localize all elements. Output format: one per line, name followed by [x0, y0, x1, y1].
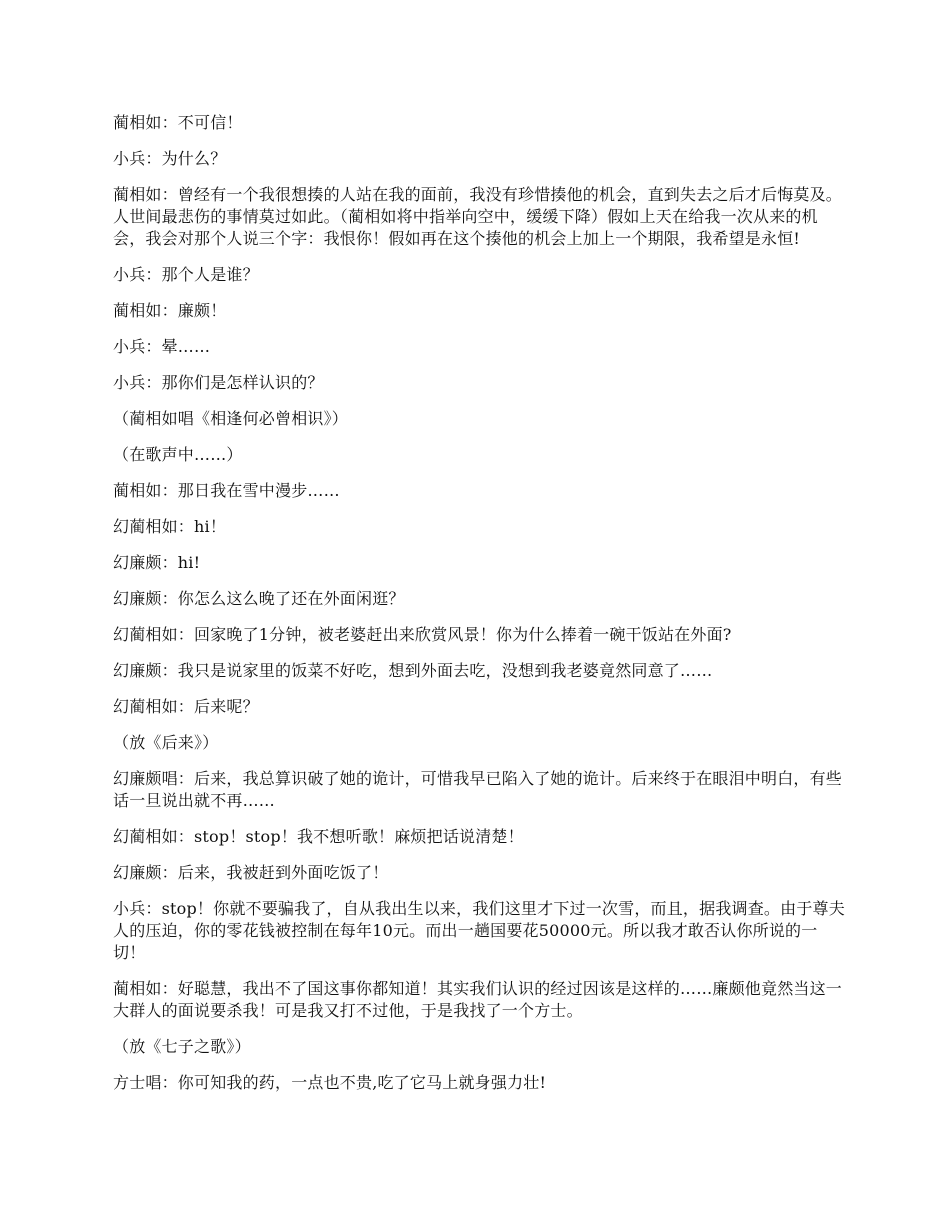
- document-body: [113, 112, 845, 1108]
- paragraph: （在歌声中……）: [113, 445, 243, 464]
- paragraph: 蔺相如：好聪慧，我出不了国这事你都知道！其实我们认识的经过因该是这样的……廉颇他竟然当这一大群人的面说要杀我！可是我又打不过他，于是我找了一个方士。: [113, 979, 843, 1020]
- paragraph: 幻廉颇：你怎么这么晚了还在外面闲逛？: [113, 589, 405, 608]
- paragraph: 幻廉颇：后来，我被赶到外面吃饭了！: [113, 863, 389, 882]
- paragraph: 小兵：为什么？: [113, 149, 227, 168]
- paragraph: 幻蔺相如：hi！: [113, 517, 227, 536]
- paragraph: 小兵：那个人是谁？: [113, 265, 259, 284]
- paragraph: 小兵：晕……: [113, 337, 211, 356]
- paragraph: 幻蔺相如：回家晚了1分钟，被老婆赶出来欣赏风景！你为什么捧着一碗干饭站在外面?: [113, 625, 732, 644]
- paragraph: （放《后来》）: [113, 733, 219, 752]
- paragraph: 幻廉颇唱：后来，我总算识破了她的诡计，可惜我早已陷入了她的诡计。后来终于在眼泪中明白，有些话一旦说出就不再……: [113, 769, 843, 810]
- paragraph: 小兵：stop！你就不要骗我了，自从我出生以来，我们这里才下过一次雪，而且，据我调查。由于尊夫人的压迫，你的零花钱被控制在每年10元。而出一趟国要花50000元。所以我才敢否认你所说的一切！: [113, 899, 845, 962]
- paragraph: 幻廉颇：hi!: [113, 553, 201, 572]
- paragraph: 蔺相如：那日我在雪中漫步……: [113, 481, 340, 500]
- paragraph: 幻廉颇：我只是说家里的饭菜不好吃，想到外面去吃，没想到我老婆竟然同意了……: [113, 661, 713, 680]
- paragraph: 幻蔺相如：stop！stop！我不想听歌！麻烦把话说清楚！: [113, 827, 524, 846]
- paragraph: 蔺相如：曾经有一个我很想揍的人站在我的面前，我没有珍惜揍他的机会，直到失去之后才后悔莫及。人世间最悲伤的事情莫过如此。（蔺相如将中指举向空中，缓缓下降）假如上天在给我一次从来的机会，我会对那个人说三个字：我恨你！假如再在这个揍他的机会上加上一个期限，我希望是永恒!: [113, 185, 843, 248]
- paragraph: 蔺相如：廉颇！: [113, 301, 227, 320]
- paragraph: 方士唱：你可知我的药，一点也不贵,吃了它马上就身强力壮!: [113, 1073, 547, 1092]
- paragraph: （放《七子之歌》）: [113, 1037, 251, 1056]
- paragraph: 蔺相如：不可信！: [113, 113, 243, 132]
- paragraph: 小兵：那你们是怎样认识的？: [113, 373, 324, 392]
- paragraph: （蔺相如唱《相逢何必曾相识》）: [113, 409, 349, 428]
- paragraph: 幻蔺相如：后来呢？: [113, 697, 259, 716]
